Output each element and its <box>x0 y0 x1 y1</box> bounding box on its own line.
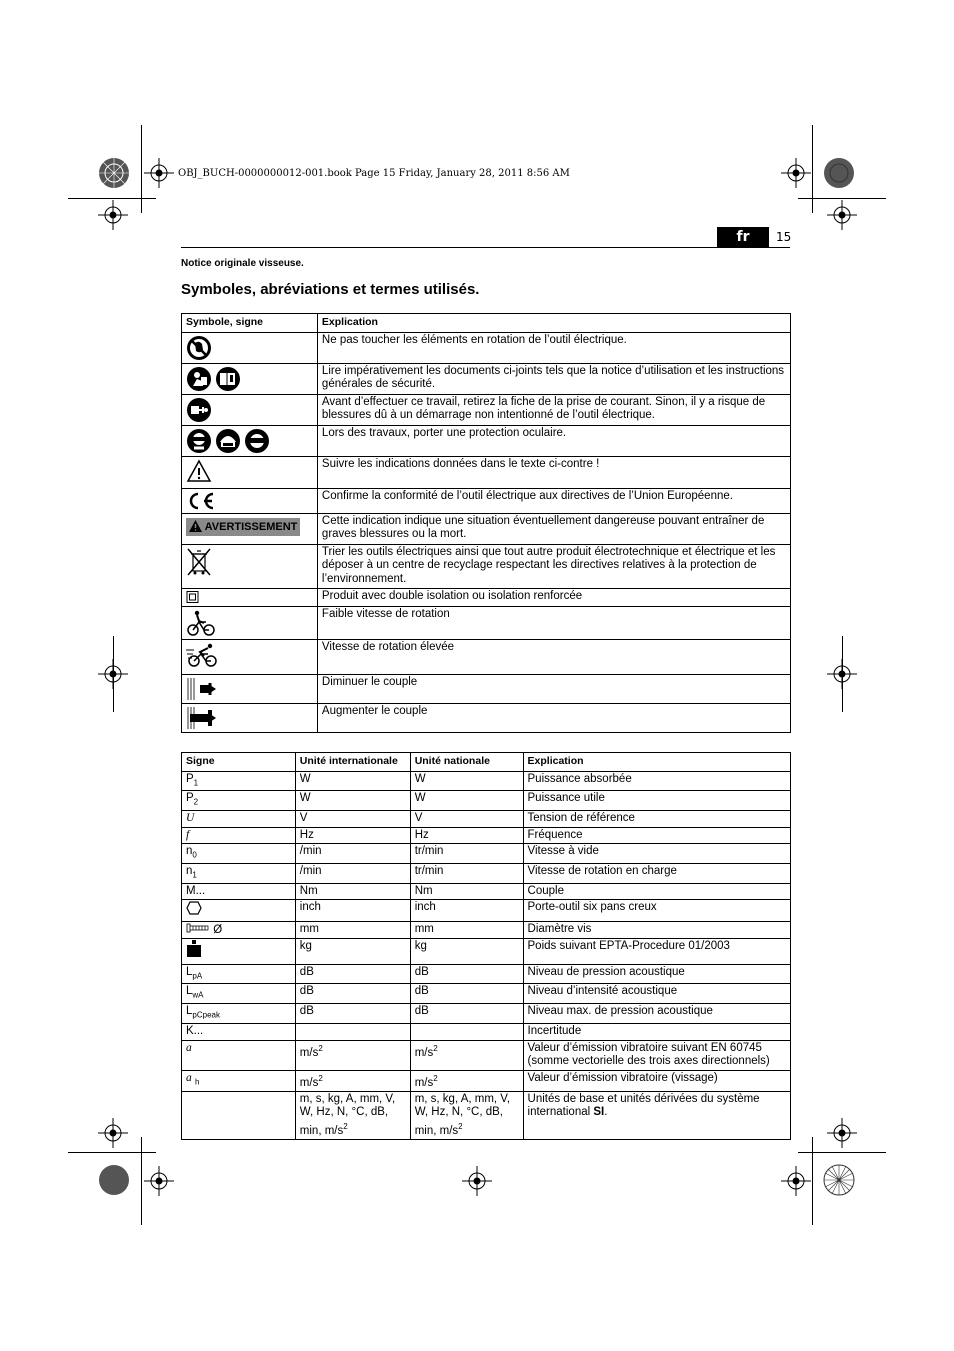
screw-icon <box>186 923 210 933</box>
natl-unit-cell: V <box>410 811 523 828</box>
explanation-cell: Diamètre vis <box>523 921 790 939</box>
explanation-cell: Puissance utile <box>523 791 790 811</box>
table-row <box>182 640 791 675</box>
registration-crosshair-icon <box>462 1166 492 1196</box>
natl-unit-cell: m, s, kg, A, mm, V, W, Hz, N, °C, dB, min, $m/s^2$ <box>410 1091 523 1139</box>
column-header: Unité internationale <box>295 753 410 772</box>
explanation-cell: Poids suivant EPTA-Procedure 01/2003 <box>523 939 790 965</box>
natl-unit-cell: inch <box>410 900 523 922</box>
table-header-row <box>182 753 791 772</box>
table-row <box>182 1024 791 1041</box>
registration-crosshair-icon <box>827 659 857 689</box>
table-row <box>182 456 791 488</box>
warning-badge-label: AVERTISSEMENT <box>204 520 298 533</box>
sign-cell: U <box>182 811 296 828</box>
explanation-cell: Fréquence <box>523 827 790 844</box>
column-header: Signe <box>182 753 296 772</box>
table-row <box>182 921 791 939</box>
table-row <box>182 332 791 363</box>
natl-unit-cell: W <box>410 791 523 811</box>
intl-unit-cell: V <box>295 811 410 828</box>
column-header: Unité nationale <box>410 753 523 772</box>
natl-unit-cell: tr/min <box>410 844 523 864</box>
explanation-cell: Vitesse à vide <box>523 844 790 864</box>
intl-unit-cell: dB <box>295 964 410 984</box>
explanation-cell: Couple <box>523 883 790 900</box>
intl-unit-cell: dB <box>295 984 410 1004</box>
intl-unit-cell: $m/s^2$ <box>295 1040 410 1070</box>
table-row <box>182 544 791 588</box>
table-row <box>182 588 791 607</box>
symbol-explanation: Cette indication indique une situation éventuellement dangereuse pouvant entraîner de graves blessures ou la mort. <box>317 513 790 544</box>
explanation-cell: Niveau d’intensité acoustique <box>523 984 790 1004</box>
crop-mark <box>68 198 156 199</box>
natl-unit-cell: dB <box>410 984 523 1004</box>
natl-unit-cell: kg <box>410 939 523 965</box>
decrease-torque-icon <box>186 677 220 701</box>
header-rule <box>181 247 790 248</box>
crop-mark <box>141 125 142 213</box>
warning-badge-icon <box>189 520 202 532</box>
intl-unit-cell: dB <box>295 1004 410 1024</box>
intl-unit-cell: $m/s^2$ <box>295 1070 410 1091</box>
registration-crosshair-icon <box>98 200 128 230</box>
explanation-cell: Puissance absorbée <box>523 771 790 791</box>
symbol-explanation: Confirme la conformité de l’outil électrique aux directives de l’Union Européenne. <box>317 488 790 513</box>
explanation-cell: Vitesse de rotation en charge <box>523 863 790 883</box>
symbol-explanation: Suivre les indications données dans le texte ci-contre ! <box>317 456 790 488</box>
column-header: Explication <box>523 753 790 772</box>
sign-cell: M... <box>182 883 296 900</box>
intl-unit-cell: kg <box>295 939 410 965</box>
sign-cell: $n_1$ <box>182 863 296 883</box>
sign-cell: $n_0$ <box>182 844 296 864</box>
table-row <box>182 1004 791 1024</box>
registration-crosshair-icon <box>827 1118 857 1148</box>
natl-unit-cell: Nm <box>410 883 523 900</box>
registration-target-icon <box>96 1162 132 1198</box>
intl-unit-cell: /min <box>295 863 410 883</box>
symbol-explanation: Ne pas toucher les éléments en rotation de l’outil électrique. <box>317 332 790 363</box>
natl-unit-cell: dB <box>410 964 523 984</box>
symbol-explanation: Trier les outils électriques ainsi que tout autre produit électrotechnique et électrique et les déposer à un centre de recyclage respectant les directives relatives à la protection de l’environnement. <box>317 544 790 588</box>
sign-cell: $P_1$ <box>182 771 296 791</box>
table-row <box>182 771 791 791</box>
table-row <box>182 1040 791 1070</box>
natl-unit-cell: Hz <box>410 827 523 844</box>
file-info-line: OBJ_BUCH-0000000012-001.book Page 15 Friday, January 28, 2011 8:56 AM <box>178 168 570 179</box>
intl-unit-cell: W <box>295 791 410 811</box>
table-row <box>182 425 791 456</box>
table-row <box>182 363 791 394</box>
symbol-explanation: Lors des travaux, porter une protection oculaire. <box>317 425 790 456</box>
intl-unit-cell <box>295 1024 410 1041</box>
registration-crosshair-icon <box>827 200 857 230</box>
table-row <box>182 704 791 733</box>
natl-unit-cell: W <box>410 771 523 791</box>
language-badge: fr <box>717 227 769 247</box>
natl-unit-cell: $m/s^2$ <box>410 1040 523 1070</box>
registration-crosshair-icon <box>144 1166 174 1196</box>
registration-crosshair-icon <box>781 158 811 188</box>
registration-target-icon <box>821 1162 857 1198</box>
section-title: Symboles, abréviations et termes utilisés. <box>181 281 480 298</box>
table-header-row <box>182 314 791 333</box>
weee-bin-icon <box>186 547 212 577</box>
intl-unit-cell: Nm <box>295 883 410 900</box>
natl-unit-cell: tr/min <box>410 863 523 883</box>
intl-unit-cell: inch <box>295 900 410 922</box>
table-row <box>182 791 791 811</box>
table-row <box>182 513 791 544</box>
sign-cell: $L_{pA}$ <box>182 964 296 984</box>
crop-mark <box>798 198 886 199</box>
symbol-explanation: Augmenter le couple <box>317 704 790 733</box>
no-touch-rotating-icon <box>186 335 212 361</box>
table-row <box>182 394 791 425</box>
sign-cell: f <box>182 827 296 844</box>
registration-crosshair-icon <box>144 158 174 188</box>
crop-mark <box>68 1152 156 1153</box>
explanation-cell: Niveau max. de pression acoustique <box>523 1004 790 1024</box>
increase-torque-icon <box>186 706 220 730</box>
slow-cyclist-icon <box>186 609 216 637</box>
double-insulation-icon <box>186 591 200 603</box>
crop-mark <box>798 1152 886 1153</box>
fast-cyclist-icon <box>186 642 220 668</box>
sign-cell: a <box>182 1040 296 1070</box>
eye-protection-icon <box>186 428 270 454</box>
weight-icon <box>186 940 202 958</box>
symbols-table <box>181 313 791 733</box>
page-number: 15 <box>776 230 792 244</box>
column-header: Symbole, signe <box>182 314 318 333</box>
warning-triangle-icon <box>186 459 212 483</box>
natl-unit-cell <box>410 1024 523 1041</box>
table-row <box>182 984 791 1004</box>
crop-mark <box>812 1137 813 1225</box>
sign-cell: Ø <box>182 921 296 939</box>
intl-unit-cell: Hz <box>295 827 410 844</box>
crop-mark <box>812 125 813 213</box>
symbol-explanation: Vitesse de rotation élevée <box>317 640 790 675</box>
sign-cell <box>182 939 296 965</box>
symbol-explanation: Faible vitesse de rotation <box>317 607 790 640</box>
natl-unit-cell: mm <box>410 921 523 939</box>
table-row <box>182 1070 791 1091</box>
table-row <box>182 811 791 828</box>
table-row <box>182 900 791 922</box>
intl-unit-cell: m, s, kg, A, mm, V, W, Hz, N, °C, dB, min, $m/s^2$ <box>295 1091 410 1139</box>
symbol-explanation: Lire impérativement les documents ci-joints tels que la notice d’utilisation et les instructions générales de sécurité. <box>317 363 790 394</box>
column-header: Explication <box>317 314 790 333</box>
table-row <box>182 964 791 984</box>
symbol-explanation: Avant d’effectuer ce travail, retirez la fiche de la prise de courant. Sinon, il y a risque de blessures dû à un démarrage non intentionné de l’outil électrique. <box>317 394 790 425</box>
sign-cell: a $_h$ <box>182 1070 296 1091</box>
units-table <box>181 752 791 1140</box>
intl-unit-cell: mm <box>295 921 410 939</box>
table-row <box>182 488 791 513</box>
sign-cell <box>182 1091 296 1139</box>
symbol-explanation: Produit avec double isolation ou isolation renforcée <box>317 588 790 607</box>
registration-crosshair-icon <box>781 1166 811 1196</box>
explanation-cell: Valeur d’émission vibratoire suivant EN 60745 (somme vectorielle des trois axes directionnels) <box>523 1040 790 1070</box>
crop-mark <box>141 1137 142 1225</box>
table-row <box>182 675 791 704</box>
unplug-icon <box>186 397 212 423</box>
explanation-cell: Porte-outil six pans creux <box>523 900 790 922</box>
table-row <box>182 827 791 844</box>
doc-subtitle: Notice originale visseuse. <box>181 258 304 269</box>
explanation-cell: Niveau de pression acoustique <box>523 964 790 984</box>
registration-target-icon <box>96 155 132 191</box>
warning-badge <box>186 518 300 537</box>
table-row <box>182 939 791 965</box>
sign-cell: $P_2$ <box>182 791 296 811</box>
sign-cell <box>182 900 296 922</box>
ce-mark-icon <box>186 491 216 511</box>
explanation-cell: Unités de base et unités dérivées du système international SI. <box>523 1091 790 1139</box>
table-row <box>182 1091 791 1139</box>
registration-target-icon <box>821 155 857 191</box>
intl-unit-cell: /min <box>295 844 410 864</box>
explanation-cell: Incertitude <box>523 1024 790 1041</box>
symbol-explanation: Diminuer le couple <box>317 675 790 704</box>
explanation-cell: Tension de référence <box>523 811 790 828</box>
registration-crosshair-icon <box>98 1118 128 1148</box>
table-row <box>182 863 791 883</box>
sign-cell: K... <box>182 1024 296 1041</box>
table-row <box>182 844 791 864</box>
table-row <box>182 883 791 900</box>
natl-unit-cell: $m/s^2$ <box>410 1070 523 1091</box>
sign-cell: $L_{wA}$ <box>182 984 296 1004</box>
natl-unit-cell: dB <box>410 1004 523 1024</box>
table-row <box>182 607 791 640</box>
read-manual-icon <box>186 366 242 392</box>
registration-crosshair-icon <box>98 659 128 689</box>
sign-cell: $L_{pCpeak}$ <box>182 1004 296 1024</box>
hexagon-icon <box>186 901 202 915</box>
intl-unit-cell: W <box>295 771 410 791</box>
explanation-cell: Valeur d’émission vibratoire (vissage) <box>523 1070 790 1091</box>
